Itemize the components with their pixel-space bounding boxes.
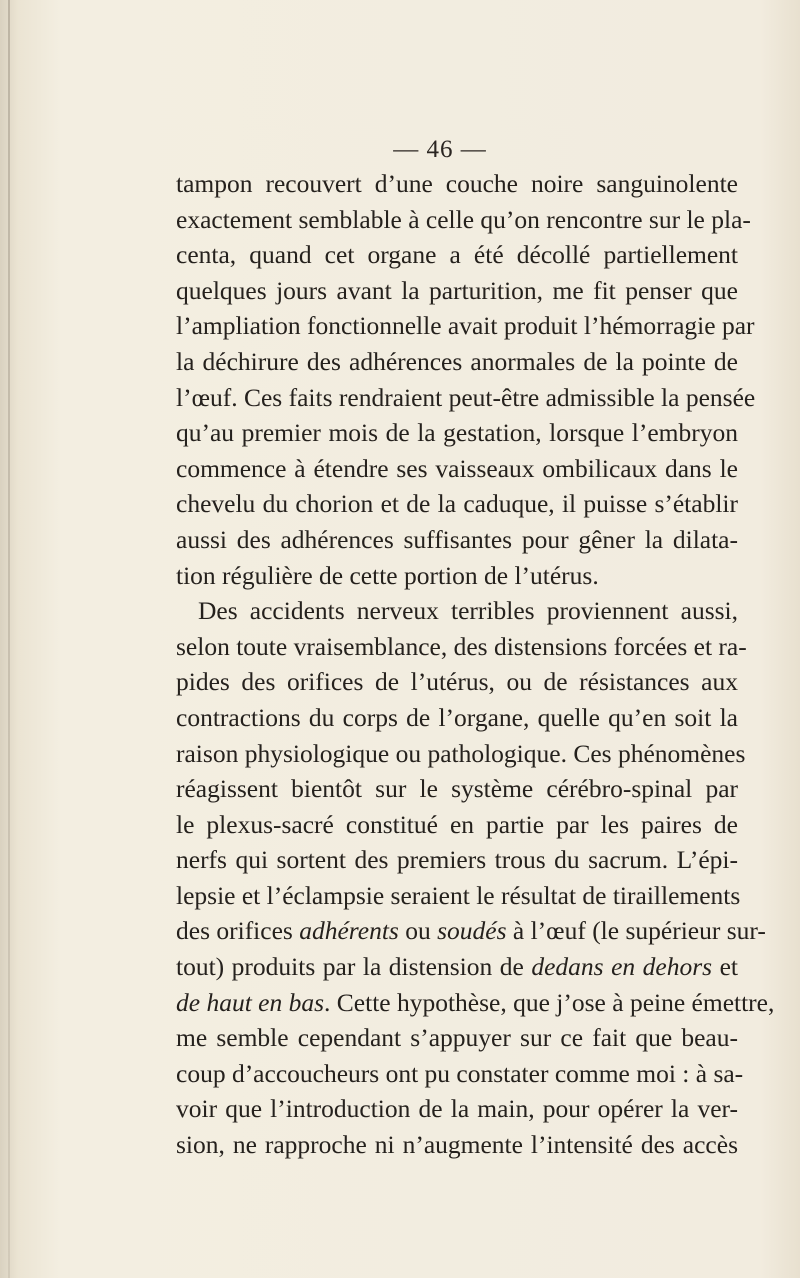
text-line: sion, ne rapproche ni n’augmente l’intensité des accès bbox=[176, 1130, 738, 1160]
italic-term: de haut en bas bbox=[176, 987, 325, 1017]
text-line: réagissent bientôt sur le système cérébro-spinal par bbox=[176, 774, 738, 804]
italic-term: soudés bbox=[437, 916, 507, 946]
text-line: me semble cependant s’appuyer sur ce fait que beau- bbox=[176, 1023, 738, 1053]
text-run: et bbox=[712, 952, 738, 982]
text-line: selon toute vraisemblance, des distensions forcées et ra- bbox=[176, 631, 747, 661]
text-line: qu’au premier mois de la gestation, lorsque l’embryon bbox=[176, 418, 738, 448]
text-line: centa, quand cet organe a été décollé partiellement bbox=[176, 240, 738, 270]
text-line: l’œuf. Ces faits rendraient peut-être admissible la pensée bbox=[176, 382, 756, 412]
text-line: nerfs qui sortent des premiers trous du sacrum. L’épi- bbox=[176, 845, 738, 875]
page-number: — 46 — bbox=[393, 136, 487, 163]
text-line: aussi des adhérences suffisantes pour gêner la dilata- bbox=[176, 524, 738, 554]
italic-term: dedans en dehors bbox=[531, 952, 713, 982]
italic-term: adhérents bbox=[299, 916, 399, 946]
text-line: contractions du corps de l’organe, quelle qu’en soit la bbox=[176, 702, 738, 732]
text-line: quelques jours avant la parturition, me fit penser que bbox=[176, 275, 738, 305]
text-line: chevelu du chorion et de la caduque, il puisse s’établir bbox=[176, 489, 738, 519]
text-line: voir que l’introduction de la main, pour opérer la ver- bbox=[176, 1094, 738, 1124]
text-line: l’ampliation fonctionnelle avait produit l’hémorragie par bbox=[176, 311, 755, 341]
text-line: tampon recouvert d’une couche noire sanguinolente bbox=[176, 169, 738, 198]
text-line bbox=[176, 949, 738, 985]
binding-edge bbox=[8, 0, 10, 1278]
text-line: lepsie et l’éclampsie seraient le résultat de tiraillements bbox=[176, 880, 741, 910]
text-line: la déchirure des adhérences anormales de la pointe de bbox=[176, 346, 738, 376]
text-line: raison physiologique ou pathologique. Ces phénomènes bbox=[176, 738, 746, 768]
text-line: commence à étendre ses vaisseaux ombilicaux dans le bbox=[176, 453, 738, 483]
text-line: coup d’accoucheurs ont pu constater comme moi : à sa- bbox=[176, 1058, 744, 1088]
text-line: exactement semblable à celle qu’on rencontre sur le pla- bbox=[176, 204, 751, 234]
text-run: des orifices bbox=[176, 916, 300, 946]
text-line: pides des orifices de l’utérus, ou de résistances aux bbox=[176, 667, 738, 697]
text-line: tion régulière de cette portion de l’utérus. bbox=[176, 560, 599, 590]
text-line bbox=[176, 985, 775, 1021]
text-run: à l’œuf (le supérieur sur- bbox=[506, 916, 766, 946]
text-line: le plexus-sacré constitué en partie par les paires de bbox=[176, 809, 738, 839]
text-line: Des accidents nerveux terribles proviennent aussi, bbox=[198, 596, 738, 626]
text-run: ou bbox=[398, 916, 438, 946]
text-run: . Cette hypothèse, que j’ose à peine émettre, bbox=[324, 987, 775, 1017]
text-run: tout) produits par la distension de bbox=[176, 952, 532, 982]
text-line bbox=[176, 913, 766, 949]
body-text bbox=[176, 166, 775, 1163]
